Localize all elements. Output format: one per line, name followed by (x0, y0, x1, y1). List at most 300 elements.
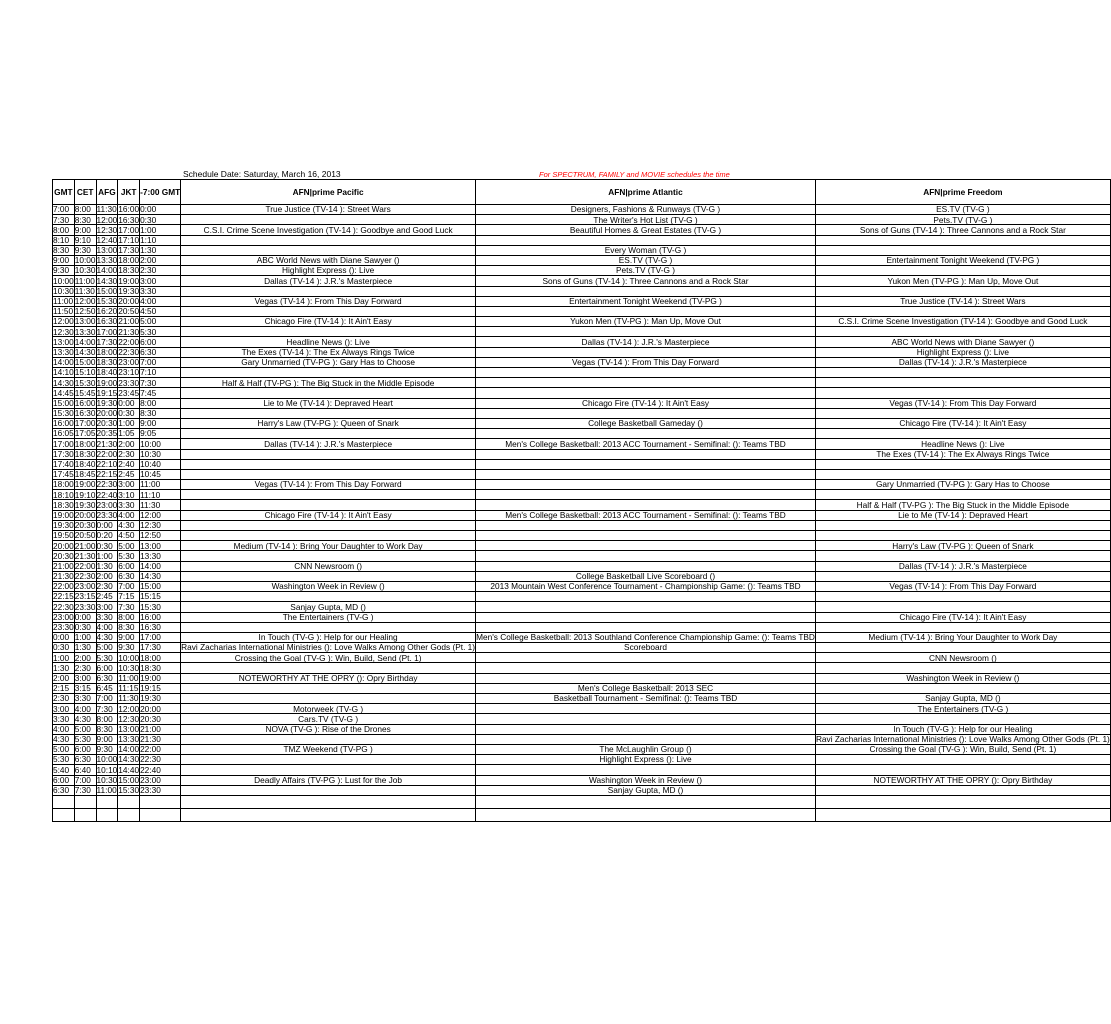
cell-cet: 3:00 (74, 673, 96, 683)
cell-freedom (815, 602, 1110, 612)
table-row (53, 317, 1111, 327)
cell-jkt: 19:30 (118, 285, 140, 296)
cell-pacific (181, 714, 476, 724)
cell-afg: 8:30 (96, 724, 118, 734)
cell-pacific (181, 225, 476, 235)
table-row (53, 612, 1111, 622)
cell-cet: 8:30 (74, 215, 96, 225)
cell-cet: 11:30 (74, 285, 95, 296)
cell-pacific (181, 663, 476, 673)
cell-local: 12:00 (140, 510, 181, 520)
cell-freedom (815, 704, 1110, 714)
header-row (53, 180, 1111, 205)
cell-atlantic (476, 653, 816, 663)
cell-cet: 3:30 (74, 694, 96, 704)
program-title: C.S.I. Crime Scene Investigation (TV-14 ): Goodbye and Good Luck (203, 224, 453, 235)
cell-local: 0:00 (140, 205, 181, 215)
cell-freedom (815, 327, 1110, 337)
cell-atlantic (476, 306, 816, 316)
cell-atlantic (476, 469, 816, 479)
cell-pacific (181, 388, 476, 398)
cell-local: 8:00 (140, 398, 181, 408)
table-row (53, 255, 1111, 265)
cell-local: 22:30 (140, 755, 181, 765)
cell-atlantic (476, 571, 816, 581)
program-title: Entertainment Tonight Weekend (TV-PG ) (569, 296, 722, 307)
cell-jkt: 16:00 (118, 204, 140, 215)
cell-gmt: 11:50 (53, 306, 74, 317)
cell-cet: 23:30 (74, 601, 96, 612)
cell-local: 15:30 (140, 602, 181, 612)
program-title: Men's College Basketball: 2013 ACC Tournament - Semifinal: (): Teams TBD (505, 438, 786, 449)
cell-afg: 11:00 (96, 785, 117, 796)
empty-cell (815, 795, 1110, 808)
cell-atlantic (476, 673, 816, 683)
program-title: Sanjay Gupta, MD () (925, 693, 1001, 704)
cell-local: 22:00 (140, 744, 181, 754)
cell-local: 1:10 (140, 235, 181, 245)
cell-pacific (181, 683, 476, 693)
cell-cet: 15:30 (74, 377, 96, 388)
cell-afg: 13:30 (96, 255, 118, 266)
cell-freedom (815, 439, 1110, 449)
table-row (53, 459, 1111, 469)
cell-cet: 6:40 (74, 765, 96, 775)
cell-cet: 9:00 (74, 225, 96, 235)
cell-local: 10:00 (140, 439, 181, 449)
cell-freedom (815, 765, 1110, 775)
cell-afg: 22:40 (96, 489, 118, 500)
cell-jkt: 20:50 (118, 306, 140, 317)
cell-jkt: 3:30 (118, 500, 140, 510)
cell-cet: 4:30 (74, 714, 96, 724)
cell-afg: 13:00 (96, 245, 118, 256)
program-title: NOTEWORTHY AT THE OPRY (): Opry Birthday (238, 672, 418, 683)
program-title: In Touch (TV-G ): Help for our Healing (258, 632, 398, 643)
cell-jkt: 11:00 (118, 672, 139, 683)
cell-gmt: 22:00 (53, 581, 74, 592)
cell-afg: 8:00 (96, 714, 118, 724)
table-row (53, 439, 1111, 449)
cell-cet: 22:30 (74, 571, 96, 582)
cell-afg: 6:45 (96, 683, 118, 693)
cell-cet: 2:30 (74, 663, 96, 673)
cell-jkt: 12:00 (118, 703, 140, 714)
cell-afg: 1:00 (96, 551, 118, 561)
cell-freedom (815, 418, 1110, 428)
cell-cet: 0:00 (74, 612, 96, 622)
cell-jkt: 2:45 (118, 469, 140, 479)
cell-freedom (815, 337, 1110, 347)
program-title: Headline News (): Live (921, 438, 1005, 449)
cell-jkt: 7:00 (118, 581, 140, 591)
cell-gmt: 7:30 (53, 215, 75, 225)
cell-afg: 7:30 (96, 704, 118, 714)
program-title: Medium (TV-14 ): Bring Your Daughter to Work Day (868, 632, 1058, 643)
cell-cet: 10:30 (74, 265, 96, 276)
cell-cet: 13:30 (74, 326, 96, 337)
table-row (53, 734, 1111, 744)
cell-jkt: 23:45 (118, 387, 140, 398)
cell-pacific (181, 408, 476, 418)
program-title: Harry's Law (TV-PG ): Queen of Snark (257, 418, 399, 429)
cell-jkt: 13:30 (118, 734, 140, 745)
cell-freedom (815, 225, 1110, 235)
cell-pacific (181, 449, 476, 459)
cell-atlantic (476, 520, 816, 530)
cell-pacific (181, 429, 476, 439)
cell-freedom (815, 561, 1110, 571)
program-title: Half & Half (TV-PG ): The Big Stuck in the Middle Episode (221, 377, 435, 388)
cell-jkt: 14:30 (118, 754, 140, 765)
cell-cet: 14:30 (74, 346, 96, 357)
cell-pacific (181, 765, 476, 775)
cell-atlantic (476, 215, 816, 225)
program-title: Scoreboard (624, 642, 667, 653)
cell-jkt: 14:40 (118, 764, 140, 775)
table-row (53, 235, 1111, 245)
empty-row (53, 795, 1111, 808)
cell-afg: 19:15 (96, 387, 118, 398)
program-title: Men's College Basketball: 2013 Southland Conference Championship Game: (): Teams TBD (476, 632, 815, 643)
program-title: Yukon Men (TV-PG ): Man Up, Move Out (570, 316, 721, 327)
cell-gmt: 18:00 (53, 479, 74, 490)
cell-local: 12:50 (140, 531, 181, 541)
cell-pacific (181, 581, 476, 591)
program-title: Washington Week in Review () (906, 672, 1020, 683)
empty-cell (118, 808, 140, 821)
cell-cet: 19:00 (74, 479, 96, 490)
cell-jkt: 4:30 (118, 520, 140, 530)
cell-cet: 15:00 (74, 357, 96, 368)
cell-jkt: 4:50 (118, 531, 140, 541)
cell-cet: 15:10 (74, 367, 96, 378)
table-row (53, 683, 1111, 693)
program-title: Vegas (TV-14 ): From This Day Forward (889, 581, 1037, 592)
cell-cet: 17:00 (74, 418, 96, 429)
program-title: True Justice (TV-14 ): Street Wars (900, 296, 1026, 307)
cell-atlantic (476, 622, 816, 632)
cell-cet: 7:30 (74, 785, 96, 795)
cell-afg: 17:30 (96, 336, 118, 347)
cell-freedom (815, 296, 1110, 306)
program-title: Men's College Basketball: 2013 SEC (577, 683, 714, 694)
cell-afg: 22:15 (96, 469, 118, 480)
cell-freedom (815, 368, 1110, 378)
cell-gmt: 21:00 (53, 560, 74, 571)
cell-local: 20:00 (140, 704, 181, 714)
program-title: Medium (TV-14 ): Bring Your Daughter to Work Day (233, 540, 423, 551)
cell-afg: 4:00 (96, 622, 118, 632)
cell-atlantic (476, 734, 816, 744)
cell-freedom (815, 541, 1110, 551)
table-row (53, 571, 1111, 581)
cell-pacific (181, 266, 476, 276)
cell-freedom (815, 306, 1110, 316)
cell-atlantic (476, 276, 816, 286)
cell-afg: 14:30 (96, 275, 118, 286)
cell-pacific (181, 255, 476, 265)
table-row (53, 368, 1111, 378)
program-title: The McLaughlin Group () (599, 744, 692, 755)
cell-pacific (181, 734, 476, 744)
cell-afg: 0:00 (96, 520, 118, 530)
program-title: Headline News (): Live (286, 336, 370, 347)
cell-local: 9:00 (140, 418, 181, 428)
cell-afg: 3:00 (96, 602, 118, 612)
cell-local: 2:00 (140, 255, 181, 265)
cell-cet: 6:30 (74, 755, 96, 765)
cell-gmt: 18:30 (53, 499, 74, 510)
cell-jkt: 17:10 (118, 234, 140, 245)
cell-gmt: 14:30 (53, 377, 74, 388)
table-row (53, 785, 1111, 795)
cell-pacific (181, 235, 476, 245)
cell-jkt: 12:30 (118, 713, 140, 724)
cell-freedom (815, 429, 1110, 439)
program-title: Deadly Affairs (TV-PG ): Lust for the Job (254, 774, 403, 785)
cell-local: 21:00 (140, 724, 181, 734)
cell-pacific (181, 347, 476, 357)
table-row (53, 388, 1111, 398)
cell-jkt: 4:00 (118, 510, 140, 520)
cell-cet: 20:50 (74, 530, 96, 541)
table-row (53, 643, 1111, 653)
cell-jkt: 9:00 (118, 632, 140, 642)
cell-freedom (815, 500, 1110, 510)
cell-local: 23:00 (140, 775, 181, 785)
cell-gmt: 17:30 (53, 448, 74, 459)
cell-freedom (815, 653, 1110, 663)
cell-local: 21:30 (140, 734, 181, 744)
table-row (53, 663, 1111, 673)
cell-gmt: 15:30 (53, 408, 74, 419)
cell-local: 10:30 (140, 449, 181, 459)
cell-cet: 3:15 (74, 683, 96, 693)
cell-gmt: 17:40 (53, 459, 74, 470)
cell-cet: 16:00 (74, 397, 96, 408)
cell-pacific (181, 561, 476, 571)
cell-jkt: 23:10 (118, 367, 140, 378)
cell-pacific (181, 286, 476, 296)
program-title: Pets.TV (TV-G ) (615, 265, 675, 276)
program-title: College Basketball Live Scoreboard () (575, 571, 716, 582)
cell-pacific (181, 520, 476, 530)
cell-gmt: 15:00 (53, 397, 74, 408)
cell-jkt: 11:15 (118, 683, 139, 694)
cell-jkt: 20:00 (118, 296, 140, 307)
cell-freedom (815, 592, 1110, 602)
table-row (53, 205, 1111, 215)
cell-cet: 20:00 (74, 509, 96, 520)
cell-freedom (815, 694, 1110, 704)
cell-jkt: 2:00 (118, 439, 140, 449)
schedule-body (53, 205, 1111, 822)
cell-atlantic (476, 205, 816, 215)
cell-pacific (181, 592, 476, 602)
cell-atlantic (476, 480, 816, 490)
cell-freedom (815, 581, 1110, 591)
empty-cell (140, 795, 181, 808)
cell-cet: 20:30 (74, 520, 96, 531)
cell-gmt: 22:15 (53, 591, 74, 602)
cell-local: 7:30 (140, 378, 181, 388)
cell-local: 1:30 (140, 245, 181, 255)
cell-local: 2:30 (140, 266, 181, 276)
cell-freedom (815, 398, 1110, 408)
cell-pacific (181, 357, 476, 367)
cell-local: 19:00 (140, 673, 181, 683)
program-title: The Exes (TV-14 ): The Ex Always Rings Twice (241, 346, 415, 357)
empty-cell (96, 795, 118, 808)
cell-local: 13:00 (140, 541, 181, 551)
program-title: CNN Newsroom () (294, 560, 362, 571)
table-row (53, 215, 1111, 225)
cell-pacific (181, 541, 476, 551)
cell-pacific (181, 245, 476, 255)
cell-cet: 5:00 (74, 724, 96, 734)
table-row (53, 357, 1111, 367)
program-title: Chicago Fire (TV-14 ): It Ain't Easy (581, 397, 709, 408)
cell-gmt: 22:30 (53, 601, 74, 612)
cell-gmt: 19:30 (53, 520, 74, 531)
cell-gmt: 14:10 (53, 367, 74, 378)
cell-gmt: 18:10 (53, 489, 74, 500)
cell-atlantic (476, 724, 816, 734)
table-row (53, 602, 1111, 612)
table-row (53, 266, 1111, 276)
cell-atlantic (476, 602, 816, 612)
cell-local: 11:10 (140, 490, 181, 500)
empty-cell (74, 795, 96, 808)
cell-jkt: 10:30 (118, 662, 140, 673)
cell-cet: 21:00 (74, 540, 96, 551)
table-row (53, 418, 1111, 428)
cell-local: 4:50 (140, 306, 181, 316)
col-header-gmt: GMT (53, 180, 75, 205)
program-title: ABC World News with Diane Sawyer () (256, 255, 400, 266)
col-header-pacific: AFN|prime Pacific (181, 180, 476, 205)
col-header-jkt: JKT (118, 180, 140, 205)
cell-freedom (815, 469, 1110, 479)
cell-afg: 22:30 (96, 479, 118, 490)
cell-cet: 1:30 (74, 643, 96, 653)
table-row (53, 327, 1111, 337)
cell-atlantic (476, 327, 816, 337)
cell-local: 6:00 (140, 337, 181, 347)
cell-freedom (815, 571, 1110, 581)
cell-jkt: 21:00 (118, 316, 140, 327)
cell-pacific (181, 704, 476, 714)
cell-atlantic (476, 704, 816, 714)
cell-afg: 4:30 (96, 632, 118, 642)
table-row (53, 592, 1111, 602)
cell-gmt: 3:00 (53, 704, 75, 714)
cell-gmt: 19:00 (53, 509, 74, 520)
cell-freedom (815, 724, 1110, 734)
cell-local: 7:10 (140, 368, 181, 378)
cell-local: 1:00 (140, 225, 181, 235)
cell-local: 14:30 (140, 571, 181, 581)
program-title: Chicago Fire (TV-14 ): It Ain't Easy (264, 509, 392, 520)
cell-pacific (181, 531, 476, 541)
cell-local: 17:30 (140, 643, 181, 653)
cell-afg: 15:30 (96, 296, 118, 307)
cell-cet: 7:00 (74, 775, 96, 785)
cell-gmt: 13:00 (53, 336, 74, 347)
program-title: Half & Half (TV-PG ): The Big Stuck in the Middle Episode (856, 499, 1070, 510)
cell-jkt: 16:30 (118, 214, 140, 225)
cell-freedom (815, 388, 1110, 398)
cell-afg: 9:00 (96, 734, 118, 744)
program-title: Every Woman (TV-G ) (604, 245, 687, 256)
program-title: Beautiful Homes & Great Estates (TV-G ) (569, 224, 722, 235)
cell-afg: 19:30 (96, 397, 118, 408)
table-row (53, 286, 1111, 296)
empty-cell (53, 795, 75, 808)
cell-gmt: 8:00 (53, 225, 75, 235)
cell-gmt: 14:45 (53, 387, 74, 398)
cell-cet: 14:00 (74, 336, 96, 347)
cell-pacific (181, 378, 476, 388)
cell-afg: 6:00 (96, 663, 118, 673)
cell-afg: 2:30 (96, 581, 118, 591)
program-title: Crossing the Goal (TV-G ): Win, Build, Send (Pt. 1) (869, 744, 1057, 755)
cell-local: 8:30 (140, 408, 181, 418)
cell-afg: 2:00 (96, 571, 118, 581)
cell-cet: 19:10 (74, 489, 96, 500)
table-row (53, 337, 1111, 347)
cell-pacific (181, 724, 476, 734)
program-title: Chicago Fire (TV-14 ): It Ain't Easy (264, 316, 392, 327)
cell-freedom (815, 490, 1110, 500)
program-title: Cars.TV (TV-G ) (298, 713, 359, 724)
cell-cet: 4:00 (74, 704, 96, 714)
cell-pacific (181, 500, 476, 510)
program-title: Motorweek (TV-G ) (293, 703, 364, 714)
cell-pacific (181, 469, 476, 479)
cell-gmt: 5:00 (53, 744, 75, 754)
cell-atlantic (476, 694, 816, 704)
table-row (53, 673, 1111, 683)
cell-cet: 9:30 (74, 245, 96, 255)
cell-gmt: 10:00 (53, 275, 74, 286)
program-title: Harry's Law (TV-PG ): Queen of Snark (892, 540, 1034, 551)
cell-cet: 23:00 (74, 581, 96, 592)
table-row (53, 765, 1111, 775)
cell-atlantic (476, 429, 816, 439)
cell-cet: 13:00 (74, 316, 96, 327)
cell-pacific (181, 694, 476, 704)
cell-gmt: 17:45 (53, 469, 74, 480)
cell-afg: 2:45 (96, 592, 118, 602)
program-title: Lie to Me (TV-14 ): Depraved Heart (898, 509, 1028, 520)
program-title: Ravi Zacharias International Ministries (): Love Walks Among Other Gods (Pt. 1) (181, 642, 476, 653)
program-title: Vegas (TV-14 ): From This Day Forward (889, 397, 1037, 408)
program-title: Gary Unmarried (TV-PG ): Gary Has to Choose (241, 357, 416, 368)
program-title: Sanjay Gupta, MD () (290, 601, 366, 612)
empty-cell (476, 808, 816, 821)
empty-cell (74, 808, 96, 821)
cell-atlantic (476, 266, 816, 276)
cell-afg: 6:30 (96, 673, 118, 683)
cell-atlantic (476, 632, 816, 642)
cell-afg: 5:00 (96, 643, 118, 653)
cell-jkt: 2:30 (118, 449, 140, 459)
cell-pacific (181, 622, 476, 632)
cell-gmt: 1:30 (53, 663, 75, 673)
cell-atlantic (476, 225, 816, 235)
